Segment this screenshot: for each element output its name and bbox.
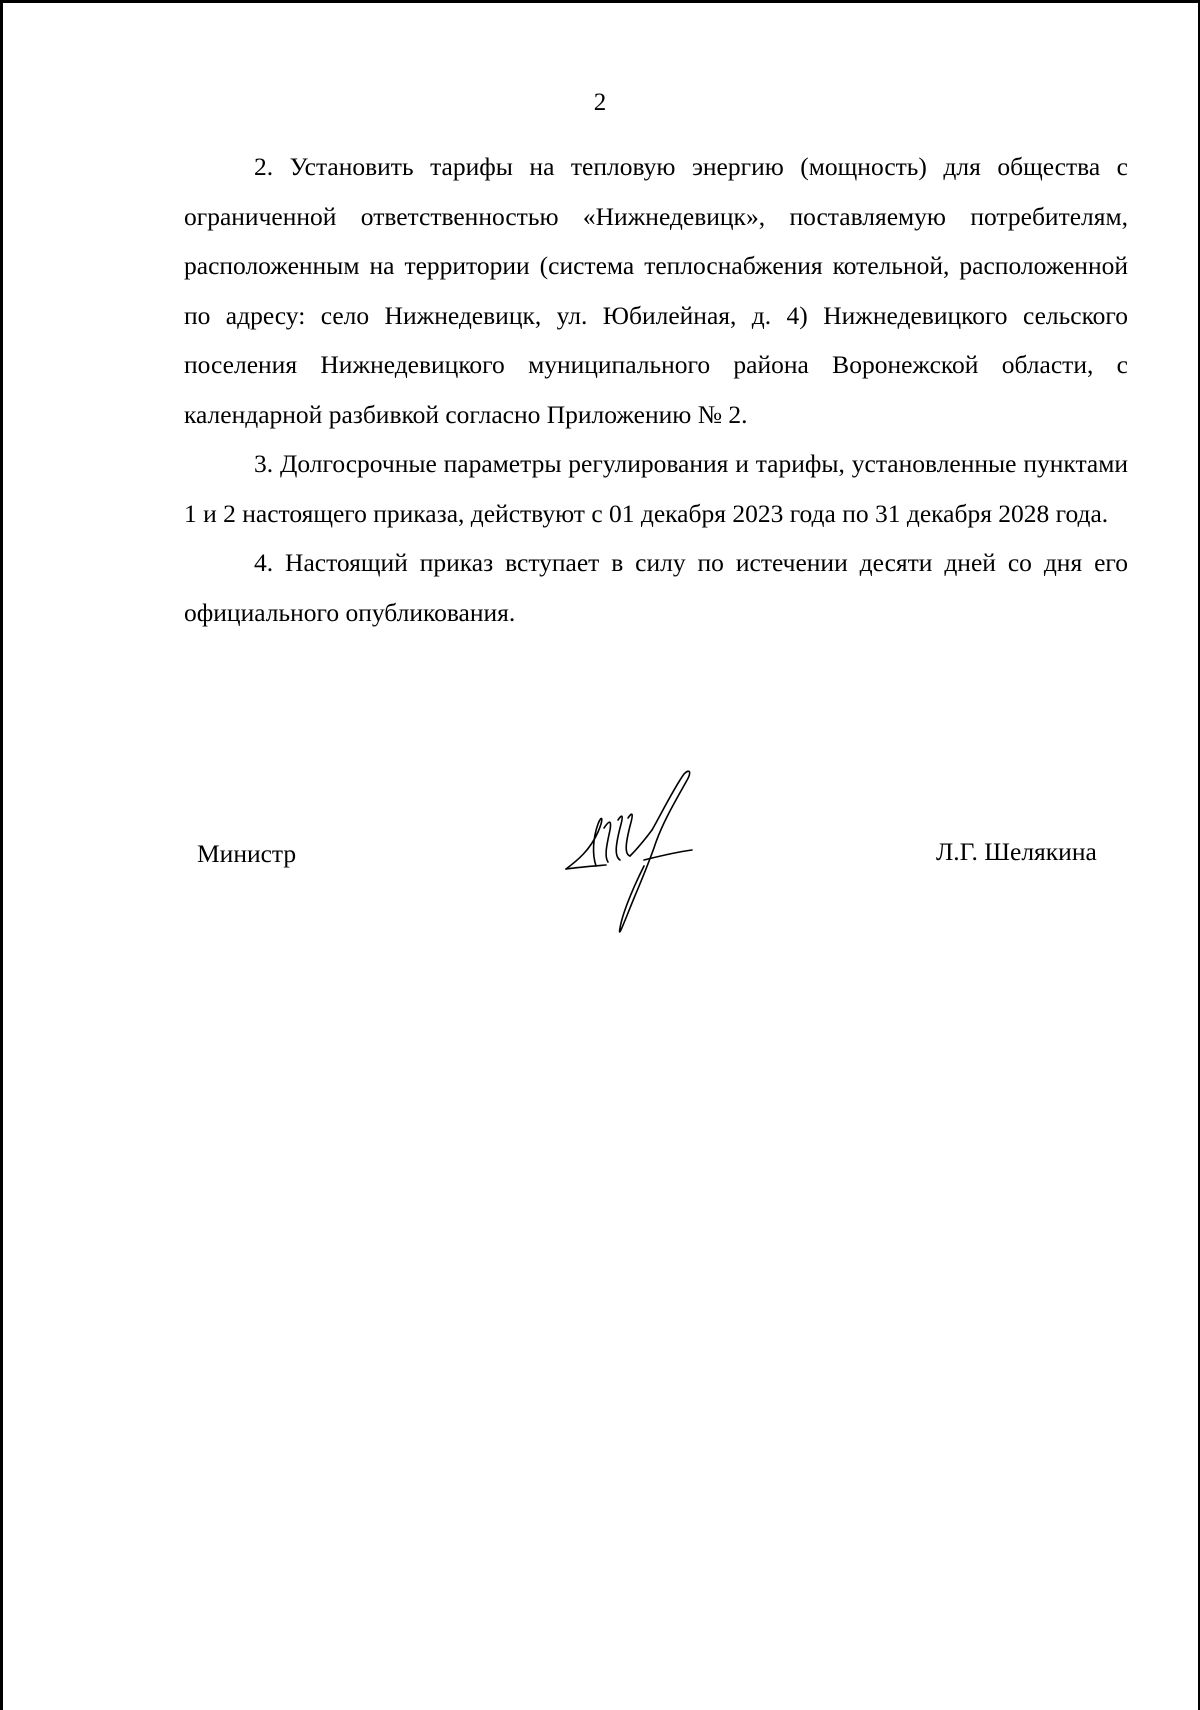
signatory-name: Л.Г. Шелякина bbox=[936, 837, 1097, 866]
paragraph-3: 3. Долгосрочные параметры регулирования и тарифы, установленные пунктами 1 и 2 настоящего приказа, действуют с 01 декабря 2023 года по 31 декабря 2028 года. bbox=[184, 449, 1128, 528]
signatory-role: Министр bbox=[197, 839, 297, 868]
paragraph-4: 4. Настоящий приказ вступает в силу по истечении десяти дней со дня его официального опубликования. bbox=[184, 548, 1128, 627]
handwritten-signature bbox=[560, 768, 730, 938]
paragraph-2: 2. Установить тарифы на тепловую энергию (мощность) для общества с ограниченной ответственностью «Нижнедевицк», поставляемую потребителям, расположенным на территории (система теплоснабжения котельной, расположенной по адресу: село Нижнедевицк, ул. Юбилейная, д. 4) Нижнедевицкого сельского поселения Нижнедевицкого муниципального района Воронежской области, с календарной разбивкой согласно Приложению № 2. bbox=[184, 152, 1128, 429]
page-number: 2 bbox=[593, 89, 607, 116]
